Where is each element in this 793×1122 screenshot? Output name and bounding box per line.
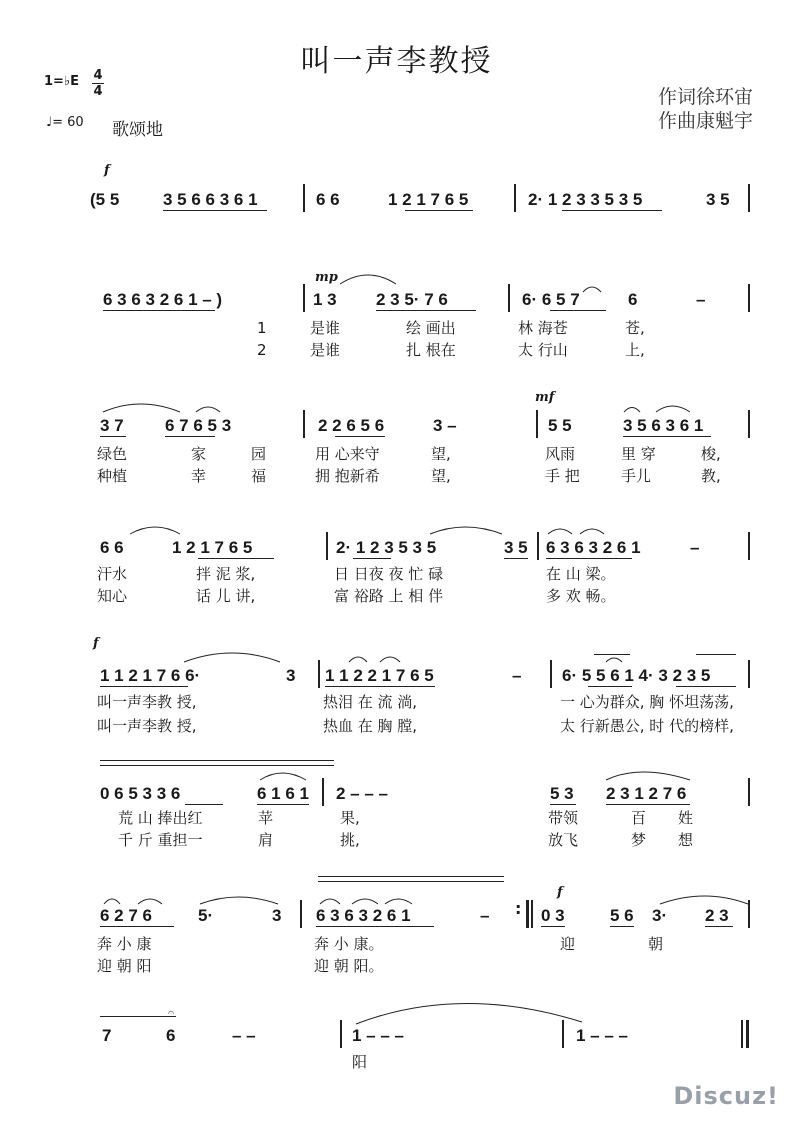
lyric-text: 果, bbox=[340, 809, 360, 827]
lyric-text: 百 bbox=[631, 809, 647, 827]
note-group: 6 1 6 1 bbox=[257, 784, 309, 803]
lyric-text: 里 穿 bbox=[621, 445, 656, 463]
lyric-text: 叫一声李教 授, bbox=[97, 693, 197, 711]
lyric-text: 苹 bbox=[258, 809, 274, 827]
lyric-text: 望, bbox=[431, 445, 451, 463]
lyric-text: 热泪 在 流 淌, bbox=[323, 693, 418, 711]
note-group: 6 6 bbox=[316, 190, 340, 209]
dynamic-f-row5: f bbox=[93, 636, 99, 651]
lyric-text: 挑, bbox=[340, 831, 360, 849]
lyric-text: 朝 bbox=[648, 935, 664, 953]
note-group: 5 3 bbox=[550, 784, 574, 803]
note-group: 0 6 5 3 3 6 bbox=[100, 784, 181, 803]
lyric-text: 2 bbox=[257, 341, 267, 359]
slur bbox=[548, 529, 572, 534]
lyric-text: 太 行新愚公, 时 代的榜样, bbox=[560, 717, 734, 735]
slur bbox=[356, 1003, 582, 1024]
dynamic-mp: mp bbox=[315, 270, 338, 285]
lyric-text: 种植 bbox=[97, 467, 128, 485]
note-group: 6 3 6 3 2 6 1 – ) bbox=[103, 290, 223, 309]
lyric-text: 带领 bbox=[548, 809, 579, 827]
note-group: 1 – – – bbox=[352, 1026, 404, 1045]
note-group: 6 bbox=[628, 290, 638, 309]
note-group: 1 1 2 1 7 6 6· bbox=[100, 666, 201, 685]
lyric-text: 福 bbox=[251, 467, 267, 485]
lyric-text: 叫一声李教 授, bbox=[97, 717, 197, 735]
slur bbox=[184, 653, 280, 662]
note-group: – bbox=[480, 906, 490, 925]
dynamic-mf: mf bbox=[535, 390, 555, 405]
lyric-text: 日 日夜 夜 忙 碌 bbox=[334, 565, 444, 583]
slur bbox=[624, 408, 640, 413]
note-group: 6 2 7 6 bbox=[100, 906, 152, 925]
dynamic-f-row1: f bbox=[104, 163, 110, 178]
slur bbox=[660, 896, 748, 904]
lyric-text: 绘 画出 bbox=[406, 319, 456, 337]
repeat-dots-icon: : bbox=[515, 899, 522, 918]
note-group: – bbox=[696, 290, 706, 309]
slur bbox=[104, 899, 120, 904]
lyric-text: 迎 朝 阳 bbox=[97, 957, 152, 975]
lyric-text: 林 海苍 bbox=[518, 319, 568, 337]
lyric-text: 望, bbox=[431, 467, 451, 485]
lyric-text: 拌 泥 浆, bbox=[196, 565, 256, 583]
slur bbox=[352, 899, 378, 904]
note-group: 6 7 6 5 3 bbox=[165, 416, 232, 435]
lyric-text: 奔 小 康。 bbox=[314, 935, 384, 953]
slur bbox=[385, 899, 412, 904]
slur bbox=[340, 275, 396, 284]
note-group: 0 3 bbox=[541, 906, 565, 925]
song-title: 叫一声李教授 bbox=[300, 44, 493, 79]
lyric-text: 梦 bbox=[631, 831, 647, 849]
lyric-text: 梭, bbox=[701, 445, 721, 463]
lyricist-credit: 作词徐环宙 bbox=[657, 86, 753, 108]
note-group: 6 3 6 3 2 6 1 bbox=[546, 538, 641, 557]
note-group: 3 bbox=[272, 906, 282, 925]
slur bbox=[606, 658, 622, 662]
lyric-text: 风雨 bbox=[545, 445, 576, 463]
slur bbox=[200, 897, 278, 904]
lyric-text: 在 山 梁。 bbox=[546, 565, 616, 583]
note-group: 6· 6 5 7 bbox=[522, 290, 580, 309]
note-group: (5 5 bbox=[90, 190, 120, 209]
lyric-text: 扎 根在 bbox=[406, 341, 456, 359]
slur bbox=[580, 529, 604, 534]
lyric-text: 上, bbox=[625, 341, 645, 359]
slur bbox=[430, 527, 502, 534]
lyric-text: 园 bbox=[251, 445, 267, 463]
note-group: 1 2 1 7 6 5 bbox=[172, 538, 253, 557]
note-group: 6 6 bbox=[100, 538, 124, 557]
slur bbox=[656, 406, 690, 412]
note-group: 2 – – – bbox=[336, 784, 388, 803]
lyric-text: 肩 bbox=[258, 831, 274, 849]
lyric-text: 奔 小 康 bbox=[97, 935, 152, 953]
slur bbox=[349, 657, 367, 662]
time-signature-top: 4 bbox=[93, 68, 103, 83]
watermark-logo: Discuz! bbox=[673, 1082, 779, 1110]
note-group: 3 5 6 6 3 6 1 bbox=[163, 190, 258, 209]
lyric-text: 太 行山 bbox=[518, 341, 568, 359]
key-signature: 1=♭E bbox=[44, 74, 79, 89]
lyric-text: 迎 朝 阳。 bbox=[314, 957, 384, 975]
lyric-text: 拥 抱新希 bbox=[315, 467, 380, 485]
lyric-text: 多 欢 畅。 bbox=[546, 587, 616, 605]
note-group: 1 1 2 2 1 7 6 5 bbox=[325, 666, 434, 685]
slur bbox=[583, 287, 601, 292]
note-group: 2· 1 2 3 3 5 3 5 bbox=[528, 190, 643, 209]
note-group: 3 – bbox=[433, 416, 457, 435]
note-group: 3 5 bbox=[706, 190, 730, 209]
lyric-text: 放飞 bbox=[548, 831, 579, 849]
note-group: 6 3 6 3 2 6 1 bbox=[316, 906, 411, 925]
note-group: 5 5 bbox=[548, 416, 572, 435]
note-group: 5· bbox=[198, 906, 214, 925]
slur bbox=[606, 772, 690, 780]
note-group: 2 3 5· 7 6 bbox=[376, 290, 448, 309]
lyric-text: 姓 bbox=[678, 809, 694, 827]
note-group: 1 3 bbox=[313, 290, 337, 309]
lyric-text: 家 bbox=[191, 445, 207, 463]
lyric-text: 教, bbox=[701, 467, 721, 485]
lyric-text: 迎 bbox=[560, 935, 576, 953]
lyric-text: 想 bbox=[678, 831, 694, 849]
dynamic-f-row7: f bbox=[557, 885, 563, 900]
lyric-text: 手儿 bbox=[621, 467, 652, 485]
lyric-text: 话 儿 讲, bbox=[196, 587, 256, 605]
lyric-text: 是谁 bbox=[310, 319, 341, 337]
slur bbox=[138, 899, 162, 904]
fermata-icon: 𝄐 bbox=[168, 1006, 175, 1019]
note-group: 1 – – – bbox=[576, 1026, 628, 1045]
note-group: 3 7 bbox=[100, 416, 124, 435]
slur bbox=[130, 527, 180, 534]
quarter-note-icon: ♩ bbox=[46, 115, 53, 130]
slur bbox=[196, 407, 220, 412]
lyric-text: 富 裕路 上 相 伴 bbox=[334, 587, 444, 605]
lyric-text: 绿色 bbox=[97, 445, 128, 463]
lyric-text: 是谁 bbox=[310, 341, 341, 359]
lyric-text: 阳 bbox=[352, 1053, 368, 1071]
slur bbox=[103, 404, 180, 412]
lyric-text: 千 斤 重担一 bbox=[118, 831, 203, 849]
lyric-text: 苍, bbox=[625, 319, 645, 337]
note-group: – bbox=[512, 666, 522, 685]
lyric-text: 知心 bbox=[97, 587, 128, 605]
note-group: 2· 1 2 3 5 3 5 bbox=[336, 538, 437, 557]
note-group: – – bbox=[232, 1026, 256, 1045]
note-group: 1 2 1 7 6 5 bbox=[388, 190, 469, 209]
note-group: 3 5 6 3 6 1 bbox=[623, 416, 704, 435]
slur bbox=[380, 657, 400, 662]
slur bbox=[320, 899, 340, 904]
time-signature-bottom: 4 bbox=[93, 84, 103, 99]
expression-marking: 歌颂地 bbox=[112, 120, 163, 140]
lyric-text: 荒 山 捧出红 bbox=[118, 809, 203, 827]
lyric-text: 用 心来守 bbox=[315, 445, 380, 463]
composer-credit: 作曲康魁宇 bbox=[657, 110, 753, 132]
note-group: 5 6 bbox=[610, 906, 634, 925]
note-group: – bbox=[690, 538, 700, 557]
lyric-text: 一 心为群众, 胸 怀坦荡荡, bbox=[560, 693, 734, 711]
slur bbox=[260, 773, 306, 780]
lyric-text: 1 bbox=[257, 319, 267, 337]
lyric-text: 汗水 bbox=[97, 565, 128, 583]
lyric-text: 热血 在 胸 膛, bbox=[323, 717, 418, 735]
note-group: 2 3 bbox=[705, 906, 729, 925]
note-group: 3· bbox=[652, 906, 668, 925]
tempo-value: = 60 bbox=[52, 115, 84, 130]
lyric-text: 手 把 bbox=[545, 467, 580, 485]
note-group: 3 5 bbox=[504, 538, 528, 557]
note-group: 6· 5 5 6 1 4· 3 2 3 5 bbox=[562, 666, 711, 685]
note-group: 2 3 1 2 7 6 bbox=[606, 784, 687, 803]
note-group: 2 2 6 5 6 bbox=[318, 416, 385, 435]
note-group: 6 bbox=[166, 1026, 176, 1045]
note-group: 3 bbox=[286, 666, 296, 685]
lyric-text: 幸 bbox=[191, 467, 207, 485]
note-group: 7 bbox=[102, 1026, 112, 1045]
